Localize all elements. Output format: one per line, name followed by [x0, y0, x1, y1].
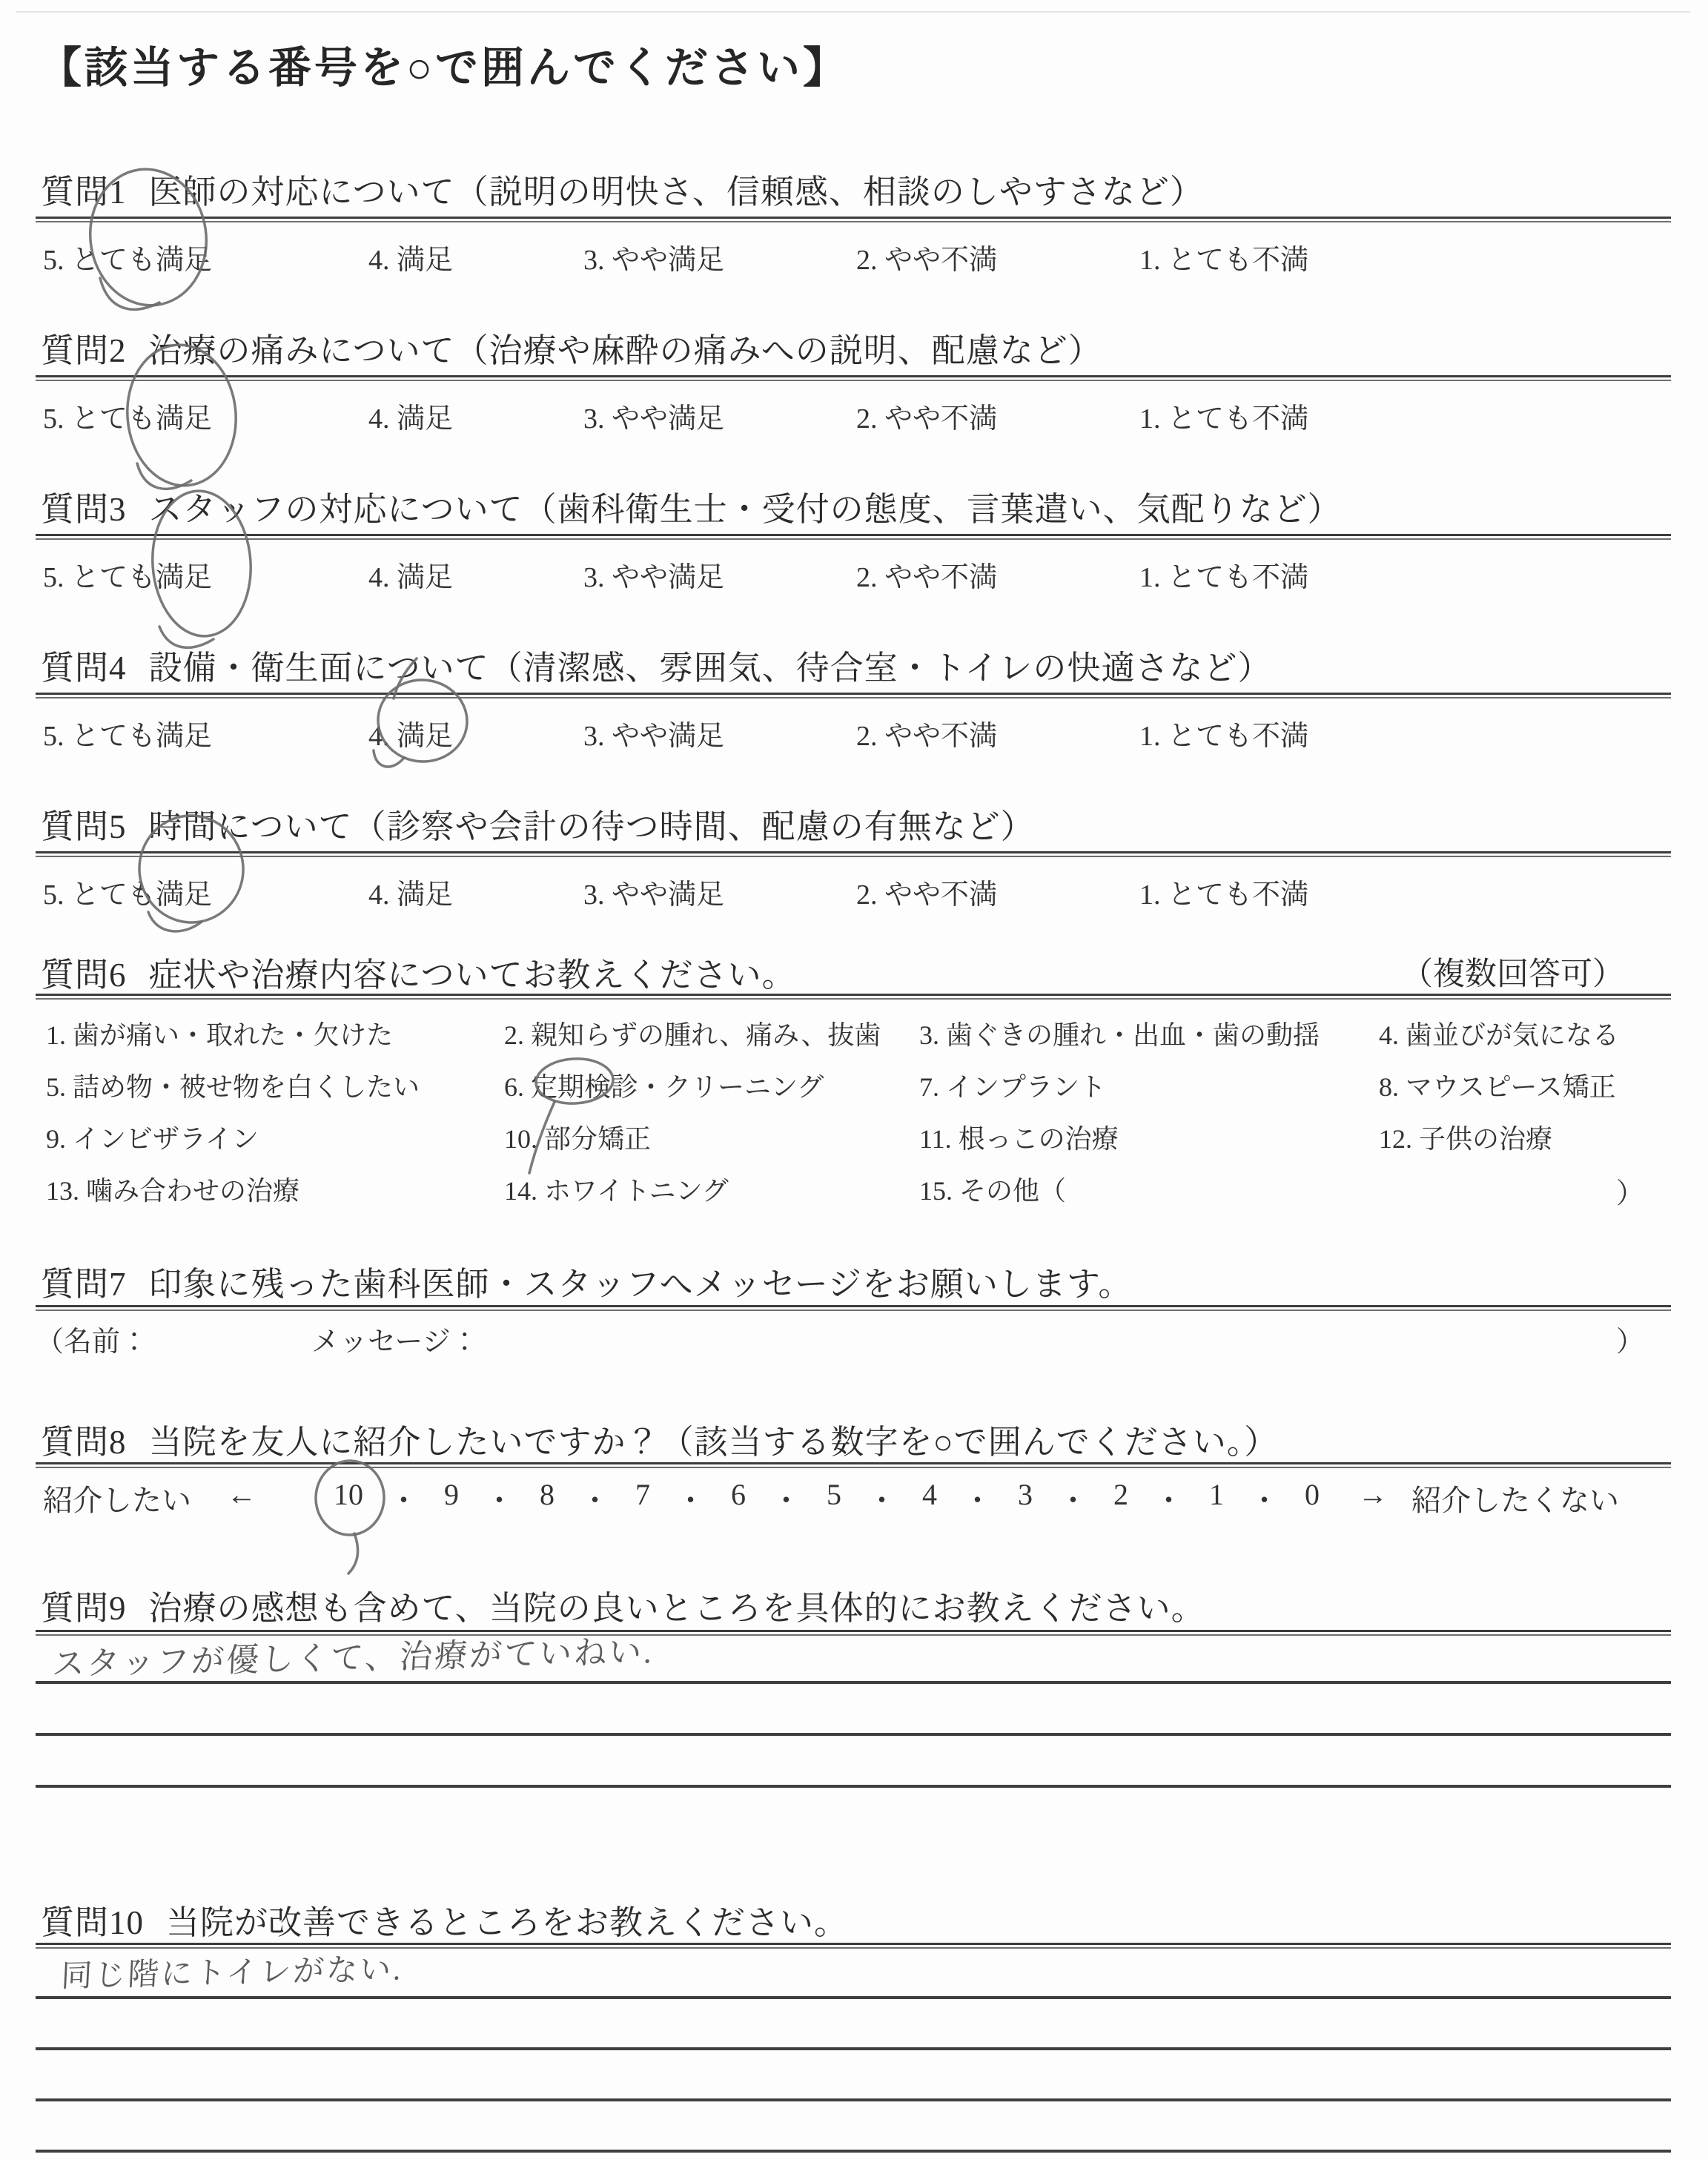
- left-arrow-icon: ←: [227, 1478, 256, 1511]
- q6-item-8: 8. マウスピース矯正: [1379, 1072, 1616, 1102]
- dot-separator: ・: [388, 1484, 419, 1517]
- question-1-header: [41, 165, 1204, 213]
- question-2-header: [41, 323, 1102, 371]
- q10-answer-line-3: [36, 2098, 1671, 2101]
- q9-answer-line-2: [36, 1733, 1671, 1736]
- question-1-title: 医師の対応について（説明の明快さ、信頼感、相談のしやすさなど）: [148, 174, 1204, 211]
- question-3-options: [0, 554, 1708, 594]
- question-9-title: 治療の感想も含めて、当院の良いところを具体的にお教えください。: [148, 1590, 1205, 1627]
- q4-option-2: 2. やや不満: [856, 721, 998, 752]
- q4-option-3: 3. やや満足: [583, 721, 725, 752]
- question-6-note: （複数回答可）: [1401, 957, 1624, 992]
- q8-right-label: 紹介したくない: [1411, 1484, 1619, 1517]
- q3-option-4: 4. 満足: [368, 562, 454, 593]
- q8-value-1: 1: [1209, 1478, 1224, 1511]
- q6-item-3: 3. 歯ぐきの腫れ・出血・歯の動揺: [919, 1020, 1320, 1050]
- q4-option-4: 4. 満足: [368, 721, 454, 752]
- q6-item-15: 15. その他（: [919, 1176, 1067, 1206]
- q8-value-2: 2: [1113, 1478, 1128, 1511]
- dot-separator: ・: [1153, 1484, 1184, 1517]
- question-5-underline: [36, 851, 1671, 857]
- q2-option-1: 1. とても不満: [1139, 403, 1309, 435]
- q6-other-close-paren: ）: [1616, 1178, 1645, 1209]
- q1-option-3: 3. やや満足: [583, 245, 725, 276]
- q6-item-5: 5. 詰め物・被せ物を白くしたい: [46, 1072, 420, 1102]
- question-10-label: 質問10: [41, 1904, 145, 1941]
- question-6-underline: [36, 994, 1671, 1000]
- question-8-header: [41, 1415, 1278, 1463]
- dot-separator: ・: [771, 1484, 801, 1517]
- q5-option-3: 3. やや満足: [583, 879, 725, 911]
- question-7-label: 質問7: [41, 1266, 127, 1303]
- question-7-underline: [36, 1305, 1671, 1311]
- question-5-label: 質問5: [41, 808, 127, 845]
- q8-value-9: 9: [444, 1478, 459, 1511]
- q7-name-label: （名前：: [36, 1327, 149, 1358]
- q8-scale-right: [1358, 1477, 1619, 1519]
- q9-answer-line-1: [36, 1681, 1671, 1684]
- q9-handwritten-answer: スタッフが優しくて、治療がていねい.: [51, 1634, 655, 1683]
- question-7-title: 印象に残った歯科医師・スタッフへメッセージをお願いします。: [148, 1266, 1133, 1303]
- question-3-label: 質問3: [41, 491, 127, 528]
- q5-option-4: 4. 満足: [368, 879, 454, 911]
- q3-option-5: 5. とても満足: [43, 562, 213, 593]
- question-3-underline: [36, 534, 1671, 540]
- dot-separator: ・: [580, 1484, 610, 1517]
- question-4-header: [41, 641, 1271, 689]
- q8-value-5: 5: [827, 1478, 841, 1511]
- question-3-title: スタッフの対応について（歯科衛生士・受付の態度、言葉遣い、気配りなど）: [148, 491, 1342, 528]
- question-1-options: [0, 237, 1708, 277]
- q6-item-1: 1. 歯が痛い・取れた・欠けた: [46, 1020, 394, 1050]
- dot-separator: ・: [484, 1484, 514, 1517]
- q6-item-10: 10. 部分矯正: [504, 1124, 652, 1154]
- q2-option-4: 4. 満足: [368, 403, 454, 435]
- question-4-label: 質問4: [41, 650, 127, 687]
- q6-item-13: 13. 噛み合わせの治療: [46, 1176, 300, 1206]
- q6-item-12: 12. 子供の治療: [1379, 1124, 1553, 1154]
- question-1-label: 質問1: [41, 174, 127, 211]
- question-10-header: [41, 1895, 848, 1943]
- question-6-title: 症状や治療内容についてお教えください。: [148, 957, 796, 994]
- q6-item-4: 4. 歯並びが気になる: [1379, 1020, 1620, 1050]
- q6-item-6: 6. 定期検診・クリーニング: [504, 1072, 824, 1102]
- question-4-options: [0, 713, 1708, 753]
- question-10-title: 当院が改善できるところをお教えください。: [166, 1904, 849, 1941]
- q2-option-5: 5. とても満足: [43, 403, 213, 435]
- question-6-label: 質問6: [41, 957, 127, 994]
- q9-answer-line-3: [36, 1785, 1671, 1788]
- q8-value-6: 6: [731, 1478, 746, 1511]
- q1-option-1: 1. とても不満: [1139, 245, 1309, 276]
- q6-item-2: 2. 親知らずの腫れ、痛み、抜歯: [504, 1020, 881, 1050]
- question-5-title: 時間について（診察や会計の待つ時間、配慮の有無など）: [148, 808, 1035, 845]
- q4-option-1: 1. とても不満: [1139, 721, 1309, 752]
- q5-option-5: 5. とても満足: [43, 879, 213, 911]
- q5-option-1: 1. とても不満: [1139, 879, 1309, 911]
- q10-answer-line-4: [36, 2150, 1671, 2153]
- q8-value-3: 3: [1018, 1478, 1033, 1511]
- question-9-header: [41, 1581, 1205, 1629]
- q8-value-4: 4: [922, 1478, 937, 1511]
- dot-separator: ・: [867, 1484, 897, 1517]
- q8-scale-numbers: [334, 1477, 1320, 1519]
- question-5-header: [41, 799, 1035, 848]
- dot-separator: ・: [1249, 1484, 1280, 1517]
- q10-answer-line-1: [36, 1996, 1671, 1999]
- question-2-label: 質問2: [41, 332, 127, 369]
- scan-artifact-line: [16, 11, 1690, 13]
- q5-option-2: 2. やや不満: [856, 879, 998, 911]
- question-8-title: 当院を友人に紹介したいですか？（該当する数字を○で囲んでください。）: [148, 1424, 1279, 1461]
- q8-left-label: 紹介したい: [43, 1484, 191, 1517]
- q6-item-11: 11. 根っこの治療: [919, 1124, 1119, 1154]
- question-4-underline: [36, 693, 1671, 698]
- q8-value-10: 10: [334, 1478, 363, 1511]
- q7-message-label: メッセージ：: [311, 1327, 479, 1358]
- q6-item-9: 9. インビザライン: [46, 1124, 259, 1154]
- q1-option-4: 4. 満足: [368, 245, 454, 276]
- question-5-options: [0, 871, 1708, 911]
- q3-option-3: 3. やや満足: [583, 562, 725, 593]
- question-4-title: 設備・衛生面について（清潔感、雰囲気、待合室・トイレの快適さなど）: [148, 650, 1272, 687]
- q8-value-8: 8: [540, 1478, 555, 1511]
- q4-option-5: 5. とても満足: [43, 721, 213, 752]
- q8-value-7: 7: [635, 1478, 650, 1511]
- q8-scale-left: [43, 1477, 256, 1519]
- q3-option-2: 2. やや不満: [856, 562, 998, 593]
- q3-option-1: 1. とても不満: [1139, 562, 1309, 593]
- dot-separator: ・: [1058, 1484, 1088, 1517]
- dot-separator: ・: [962, 1484, 993, 1517]
- q7-close-paren: ）: [1616, 1327, 1645, 1358]
- question-2-underline: [36, 375, 1671, 381]
- question-2-options: [0, 395, 1708, 435]
- q6-item-7: 7. インプラント: [919, 1072, 1107, 1102]
- question-3-header: [41, 482, 1342, 530]
- question-7-header: [41, 1257, 1132, 1305]
- q2-option-3: 3. やや満足: [583, 403, 725, 435]
- q8-value-0: 0: [1305, 1478, 1320, 1511]
- question-2-title: 治療の痛みについて（治療や麻酔の痛みへの説明、配慮など）: [148, 332, 1102, 369]
- question-9-label: 質問9: [41, 1590, 127, 1627]
- question-1-underline: [36, 217, 1671, 222]
- dot-separator: ・: [675, 1484, 706, 1517]
- question-6-header: [41, 948, 796, 996]
- q1-option-5: 5. とても満足: [43, 245, 213, 276]
- form-title: 【該当する番号を○で囲んでください】: [39, 44, 850, 92]
- question-8-underline: [36, 1462, 1671, 1468]
- q6-item-14: 14. ホワイトニング: [504, 1176, 729, 1206]
- q10-answer-line-2: [36, 2047, 1671, 2050]
- question-8-label: 質問8: [41, 1424, 127, 1461]
- q10-handwritten-answer: 同じ階にトイレがない.: [60, 1952, 404, 1995]
- q1-option-2: 2. やや不満: [856, 245, 998, 276]
- right-arrow-icon: →: [1358, 1478, 1388, 1511]
- q2-option-2: 2. やや不満: [856, 403, 998, 435]
